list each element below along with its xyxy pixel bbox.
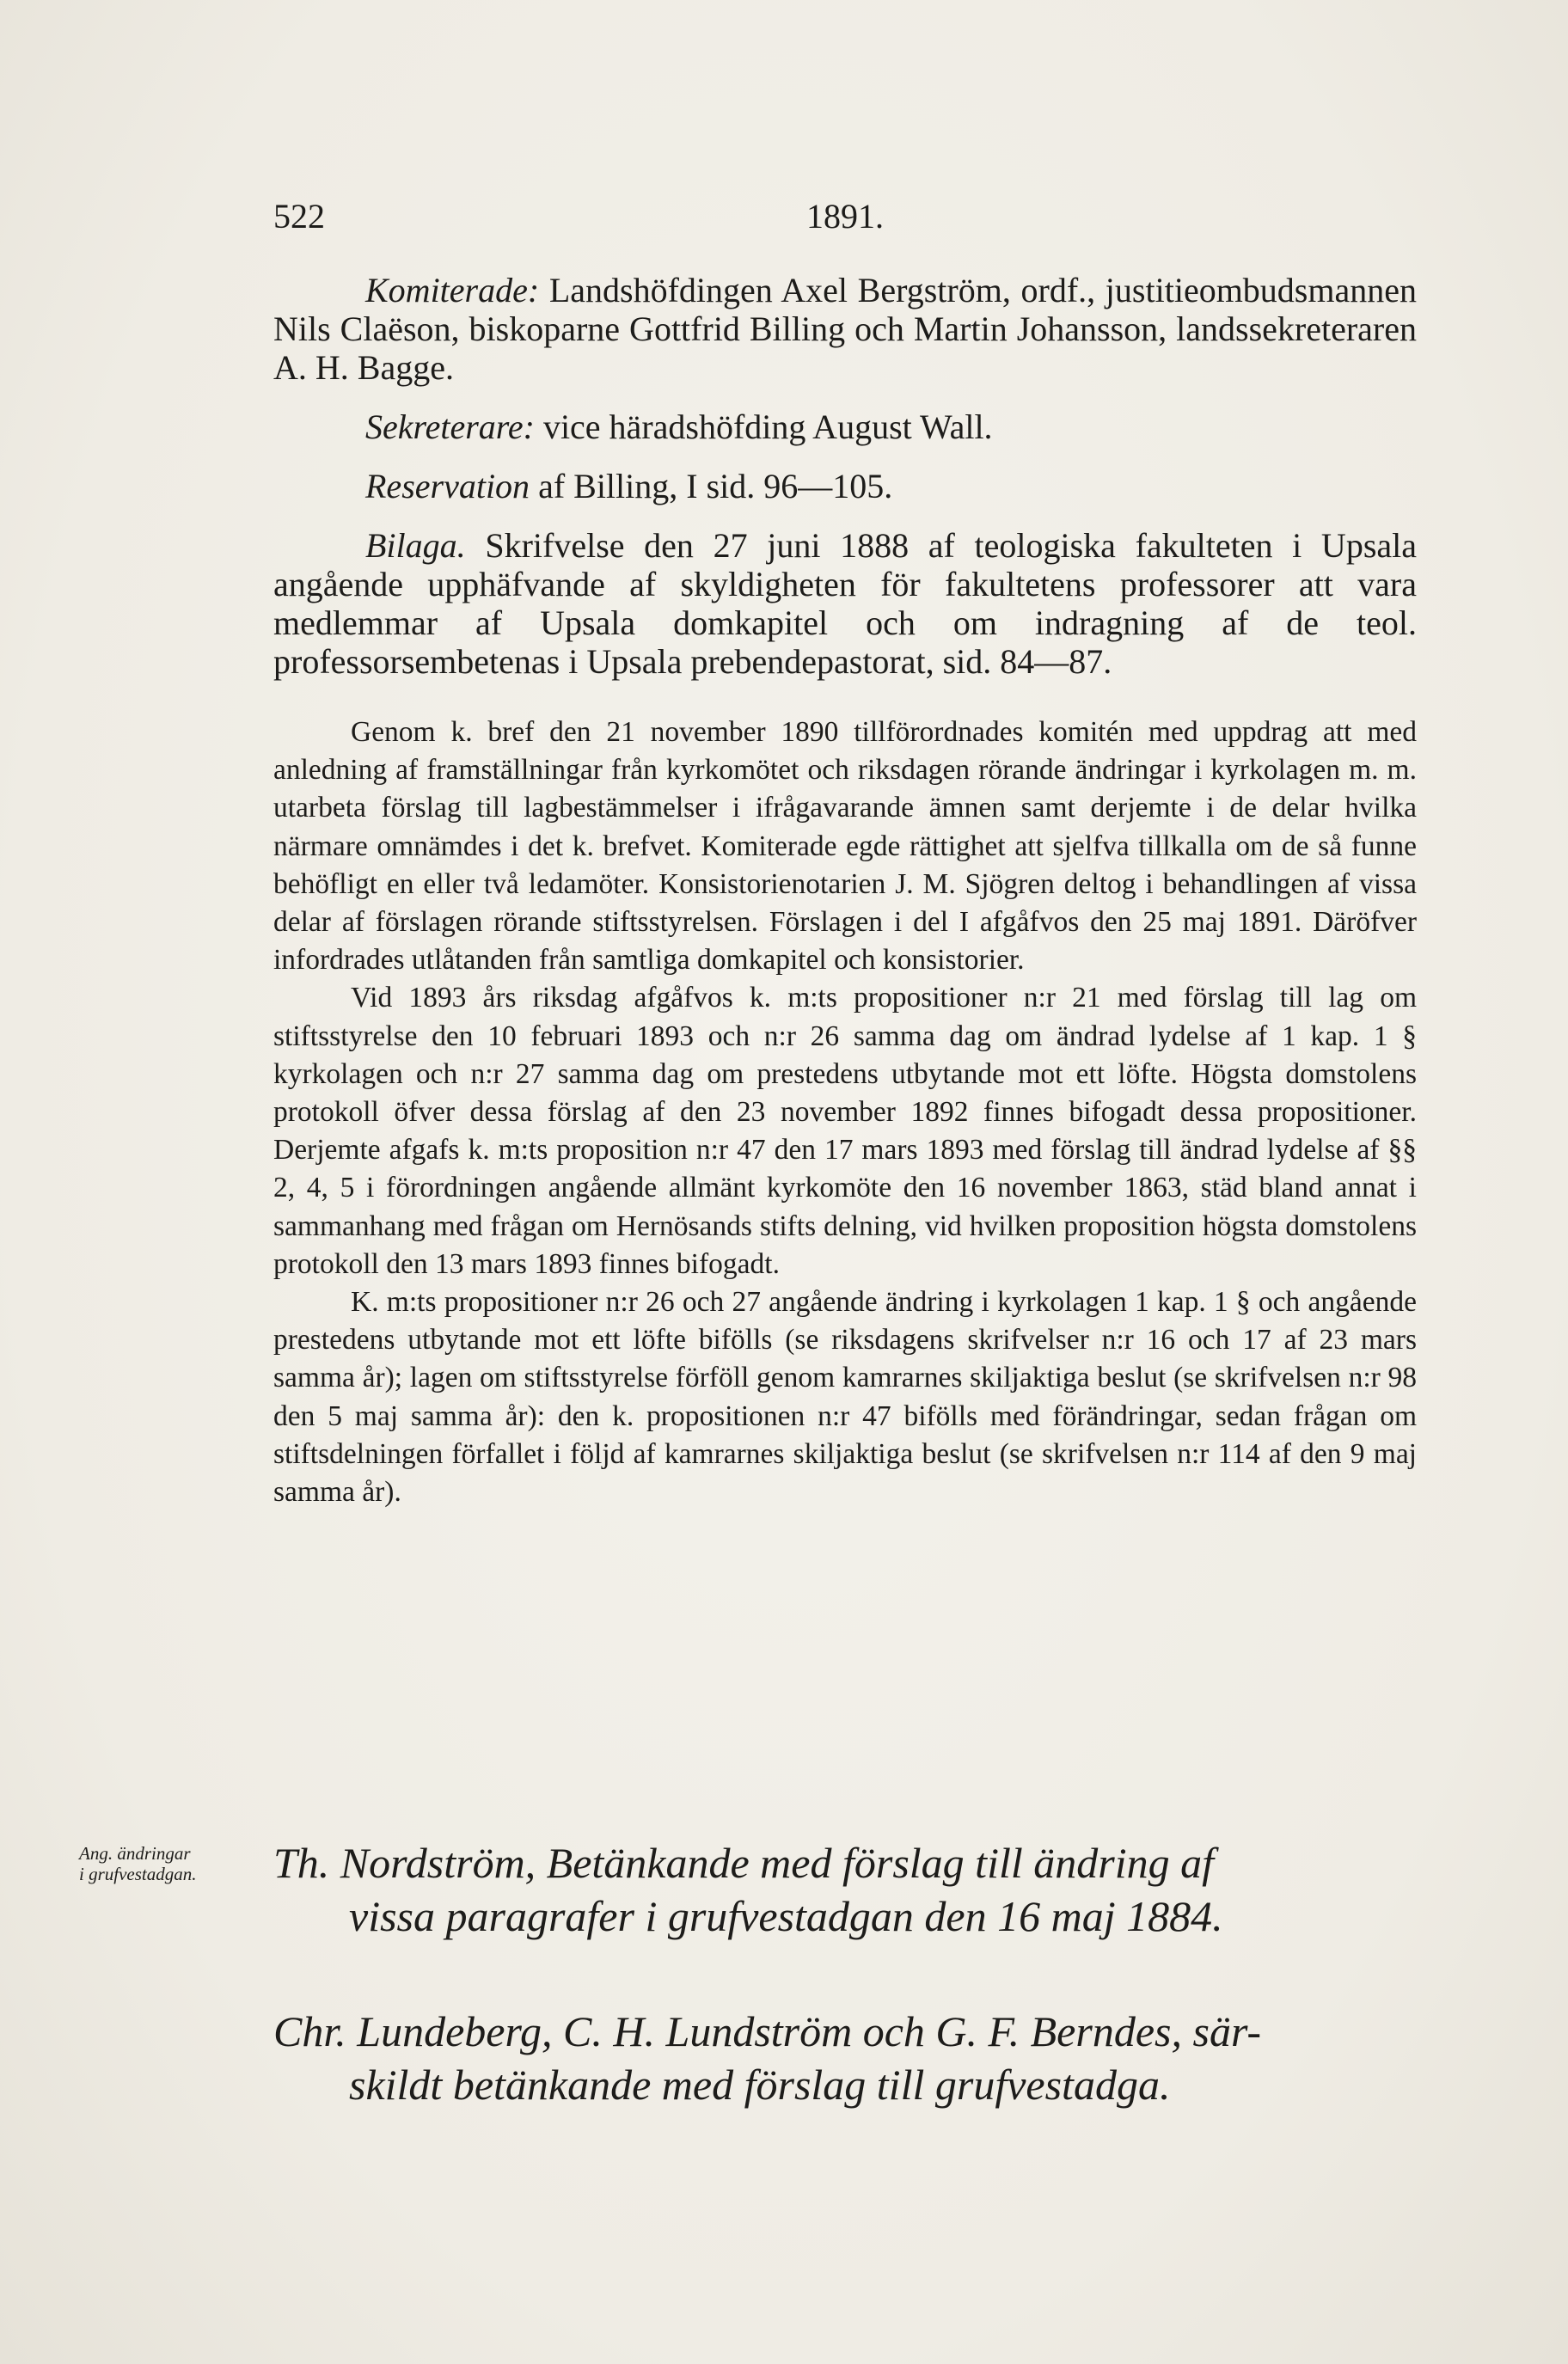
label-komiterade: Komiterade:	[365, 271, 540, 309]
page-year: 1891.	[806, 197, 884, 236]
entry-nordstrom	[273, 1836, 1417, 1943]
paragraph-reservation	[273, 467, 1417, 505]
margin-note	[79, 1843, 264, 1884]
entry-nordstrom-line-2: vissa paragrafer i grufvestadgan den 16 maj 1884.	[349, 1892, 1223, 1940]
page-number: 522	[273, 197, 325, 236]
paragraph-vid: Vid 1893 års riksdag afgåfvos k. m:ts propositioner n:r 21 med förslag till lag om stiftsstyrelse den 10 februari 1893 och n:r 26 samma dag om ändrad lydelse af 1 kap. 1 § kyrkolagen och n:r 27 samma dag om prestedens utbytande mot ett löfte. Högsta domstolens protokoll öfver dessa förslag af den 23 november 1892 finnes bifogadt dessa propositioner. Derjemte afgafs k. m:ts proposition n:r 47 den 17 mars 1893 med förslag till ändrad lydelse af §§ 2, 4, 5 i förordningen angående allmänt kyrkomöte den 16 november 1863, städ bland annat i sammanhang med frågan om Hernösands stifts delning, vid hvilken proposition högsta domstolens protokoll den 13 mars 1893 finnes bifogadt.	[273, 982, 1417, 1280]
entry-lundeberg-line-1: Chr. Lundeberg, C. H. Lundström och G. F. Berndes, sär-	[273, 2007, 1262, 2055]
paragraph-bilaga	[273, 526, 1417, 681]
text-sekreterare: vice häradshöfding August Wall.	[534, 407, 993, 446]
label-sekreterare: Sekreterare:	[365, 407, 535, 446]
paragraph-sekreterare	[273, 407, 1417, 446]
main-text	[273, 271, 1417, 1511]
paragraph-komiterade	[273, 271, 1417, 387]
margin-note-line-2: i grufvestadgan.	[79, 1864, 197, 1884]
page-header	[273, 196, 1417, 248]
label-reservation: Reservation	[365, 467, 530, 505]
entry-lundeberg	[273, 2005, 1417, 2111]
entry-lundeberg-line-2: skildt betänkande med förslag till grufvestadga.	[349, 2061, 1171, 2109]
paragraph-k-mts: K. m:ts propositioner n:r 26 och 27 angående ändring i kyrkolagen 1 kap. 1 § och angående prestedens utbytande mot ett löfte bifölls (se riksdagens skrifvelser n:r 16 och 17 af 23 mars samma år); lagen om stiftsstyrelse förföll genom kamrarnes skiljaktiga beslut (se skrifvelsen n:r 98 den 5 maj samma år): den k. propositionen n:r 47 bifölls med förändringar, sedan frågan om stiftsdelningen förfallet i följd af kamrarnes skiljaktiga beslut (se skrifvelsen n:r 114 af den 9 maj samma år).	[273, 1286, 1417, 1509]
text-reservation: af Billing, I sid. 96—105.	[530, 467, 893, 505]
entry-nordstrom-line-1: Th. Nordström, Betänkande med förslag till ändring af	[273, 1839, 1214, 1887]
text-bilaga: Skrifvelse den 27 juni 1888 af teologiska fakulteten i Upsala angående upphäfvande af skyldigheten för fakultetens professorer att vara medlemmar af Upsala domkapitel och om indragning af de teol. professorsembetenas i Upsala prebendepastorat, sid. 84—87.	[273, 526, 1417, 681]
text-komiterade: Landshöfdingen Axel Bergström, ordf., justitieombudsmannen Nils Claëson, biskoparne Gottfrid Billing och Martin Johansson, landssekreteraren A. H. Bagge.	[273, 271, 1417, 387]
margin-note-line-1: Ang. ändringar	[79, 1843, 191, 1864]
paragraph-genom: Genom k. bref den 21 november 1890 tillförordnades komitén med uppdrag att med anledning af framställningar från kyrkomötet och riksdagen rörande ändringar i kyrkolagen m. m. utarbeta förslag till lagbestämmelser i ifrågavarande ämnen samt derjemte i de delar hvilka närmare omnämdes i det k. brefvet. Komiterade egde rättighet att sjelfva tillkalla om de så funne behöfligt en eller två ledamöter. Konsistorienotarien J. M. Sjögren deltog i behandlingen af vissa delar af förslagen rörande stiftsstyrelsen. Förslagen i del I afgåfvos den 25 maj 1891. Däröfver infordrades utlåtanden från samtliga domkapitel och konsistorier.	[273, 716, 1417, 977]
label-bilaga: Bilaga.	[365, 526, 466, 565]
